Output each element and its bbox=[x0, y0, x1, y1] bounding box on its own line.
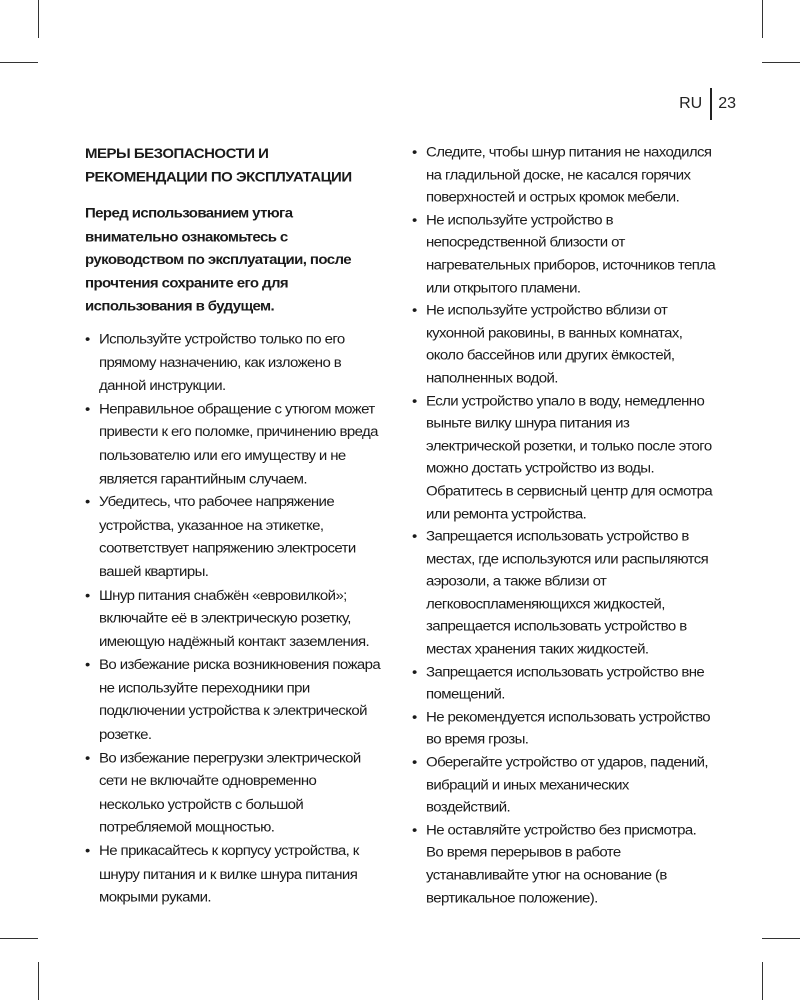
crop-mark-bottom-left-horizontal bbox=[0, 938, 38, 939]
list-item: • Убедитесь, что рабочее напряжение устройства, указанное на этикетке, соответствует напряжению электросети вашей квартиры. bbox=[85, 491, 383, 584]
crop-mark-top-left-horizontal bbox=[0, 62, 38, 63]
page-number: 23 bbox=[718, 95, 736, 112]
list-item: • Не прикасайтесь к корпусу устройства, к шнуру питания и к вилке шнура питания мокрыми руками. bbox=[85, 840, 383, 910]
list-item: • Запрещается использовать устройство в местах, где используются или распыляются аэрозоли, а также вблизи от легковоспламеняющихся жидкостей, запрещается использовать устройство в местах хранения таких жидкостей. bbox=[412, 526, 716, 662]
list-item: • Во избежание риска возникновения пожара не используйте переходники при подключении устройства к электрической розетке. bbox=[85, 654, 383, 747]
list-item: • Шнур питания снабжён «евровилкой»; включайте её в электрическую розетку, имеющую надёжный контакт заземления. bbox=[85, 584, 383, 654]
left-column bbox=[85, 142, 383, 910]
list-item: • Если устройство упало в воду, немедленно выньте вилку шнура питания из электрической розетки, и только после этого можно достать устройство из воды. Обратитесь в сервисный центр для осмотра или ремонта устройства. bbox=[412, 391, 716, 527]
list-item: • Во избежание перегрузки электрической сети не включайте одновременно несколько устройств с большой потребляемой мощностью. bbox=[85, 747, 383, 840]
section-title: МЕРЫ БЕЗОПАСНОСТИ И РЕКОМЕНДАЦИИ ПО ЭКСПЛУАТАЦИИ bbox=[85, 145, 352, 186]
crop-mark-top-right-vertical bbox=[762, 0, 763, 38]
crop-mark-bottom-right-horizontal bbox=[762, 938, 800, 939]
list-item: • Запрещается использовать устройство вне помещений. bbox=[412, 662, 716, 707]
right-column bbox=[412, 142, 716, 910]
list-item: • Неправильное обращение с утюгом может привести к его поломке, причинению вреда пользователю или его имуществу и не является гарантийным случаем. bbox=[85, 398, 383, 491]
page-header bbox=[679, 88, 736, 120]
list-item: • Не используйте устройство вблизи от кухонной раковины, в ванных комнатах, около бассейнов или других ёмкостей, наполненных водой. bbox=[412, 300, 716, 390]
left-bullet-list bbox=[85, 328, 383, 910]
crop-mark-top-left-vertical bbox=[38, 0, 39, 38]
list-item: • Используйте устройство только по его прямому назначению, как изложено в данной инструкции. bbox=[85, 328, 383, 398]
list-item: • Не оставляйте устройство без присмотра. Во время перерывов в работе устанавливайте утюг на основание (в вертикальное положение). bbox=[412, 820, 716, 910]
intro-paragraph: Перед использованием утюга внимательно ознакомьтесь с руководством по эксплуатации, после прочтения сохраните его для использования в будущем. bbox=[85, 205, 351, 315]
crop-mark-bottom-left-vertical bbox=[38, 962, 39, 1000]
crop-mark-bottom-right-vertical bbox=[762, 962, 763, 1000]
list-item: • Оберегайте устройство от ударов, падений, вибраций и иных механических воздействий. bbox=[412, 752, 716, 820]
crop-mark-top-right-horizontal bbox=[762, 62, 800, 63]
right-bullet-list bbox=[412, 142, 716, 910]
list-item: • Следите, чтобы шнур питания не находился на гладильной доске, не касался горячих поверхностей и острых кромок мебели. bbox=[412, 142, 716, 210]
list-item: • Не рекомендуется использовать устройство во время грозы. bbox=[412, 707, 716, 752]
language-code: RU bbox=[679, 95, 703, 112]
list-item: • Не используйте устройство в непосредственной близости от нагревательных приборов, источников тепла или открытого пламени. bbox=[412, 210, 716, 300]
